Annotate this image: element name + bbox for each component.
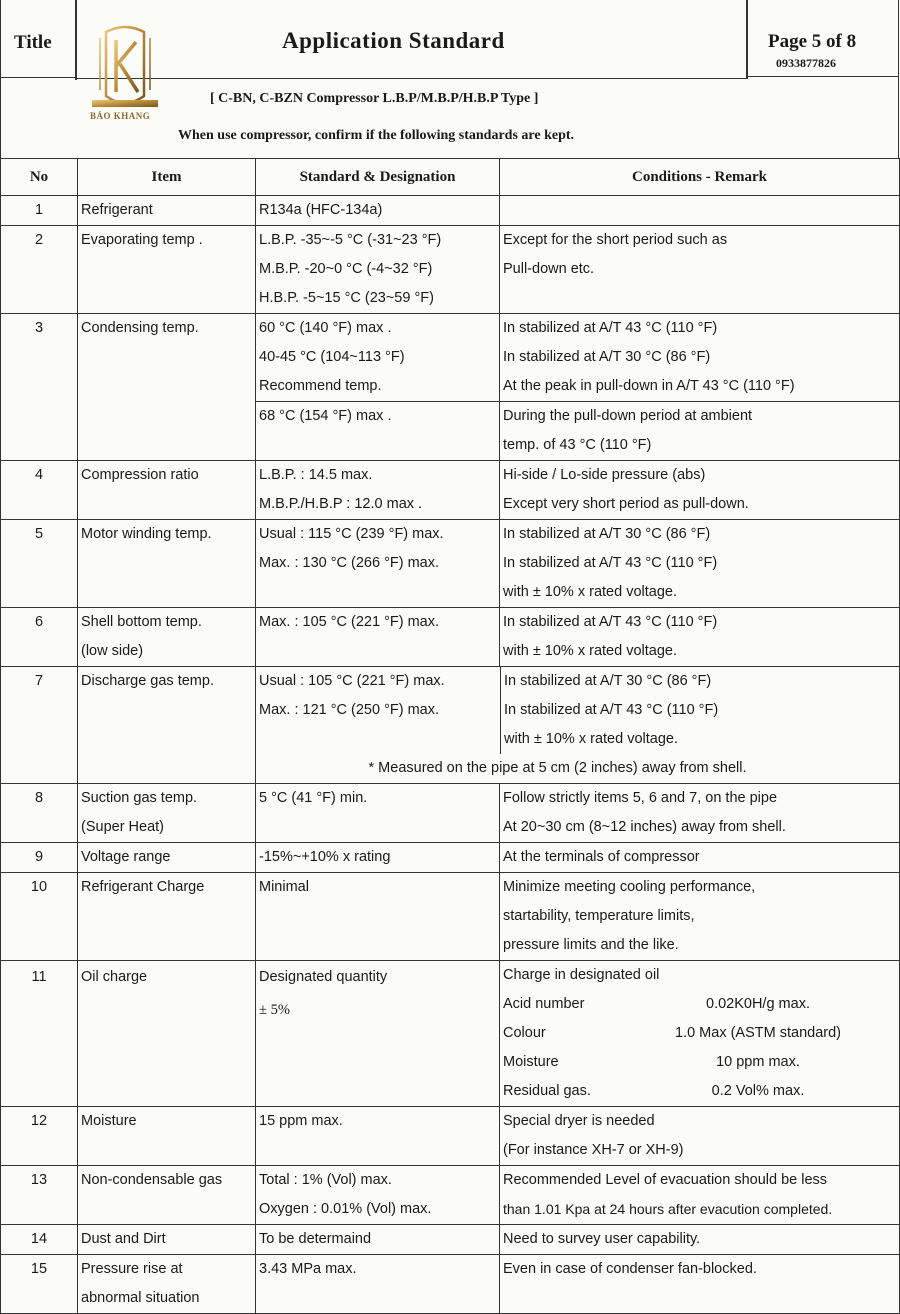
row-no: 15 <box>1 1255 78 1314</box>
condition-text: temp. of 43 °C (110 °F) <box>503 437 652 453</box>
condition-text: In stabilized at A/T 30 °C (86 °F) <box>503 349 711 365</box>
row-standard <box>256 667 500 754</box>
standard-text: Total : 1% (Vol) max. <box>259 1172 392 1188</box>
table-row <box>1 1225 900 1255</box>
item-text: (low side) <box>81 643 144 659</box>
condition-text: Hi-side / Lo-side pressure (abs) <box>503 467 706 483</box>
row-conditions <box>500 1166 900 1225</box>
table-row <box>1 843 900 873</box>
condition-text: (For instance XH-7 or XH-9) <box>503 1142 684 1158</box>
condition-text: At 20~30 cm (8~12 inches) away from shell. <box>503 819 786 835</box>
row-item <box>78 843 256 873</box>
item-text: Condensing temp. <box>81 320 199 336</box>
col-header-standard: Standard & Designation <box>256 159 500 196</box>
table-row <box>1 873 900 961</box>
standard-text: 5 °C (41 °F) min. <box>259 790 368 806</box>
document-header <box>0 0 900 158</box>
row-no: 5 <box>1 520 78 608</box>
title-label: Title <box>14 32 52 53</box>
row-no: 6 <box>1 608 78 667</box>
spec-name: Acid number <box>503 996 585 1012</box>
col-header-no: No <box>1 159 78 196</box>
condition-text: In stabilized at A/T 43 °C (110 °F) <box>503 320 718 336</box>
oil-spec-row <box>503 1077 899 1106</box>
row-no: 4 <box>1 461 78 520</box>
table-row <box>1 608 900 667</box>
row-conditions <box>500 196 900 226</box>
row-no: 1 <box>1 196 78 226</box>
row-conditions <box>500 873 900 961</box>
row-standard-conditions <box>256 667 900 784</box>
condition-text: During the pull-down period at ambient <box>503 408 753 424</box>
row-standard <box>256 461 500 520</box>
row-standard <box>256 1166 500 1225</box>
row-conditions <box>500 608 900 667</box>
standard-text: 40-45 °C (104~113 °F) <box>259 349 405 365</box>
standard-text: Minimal <box>259 879 309 895</box>
standard-text: -15%~+10% x rating <box>259 849 391 865</box>
condition-text: In stabilized at A/T 30 °C (86 °F) <box>503 526 711 542</box>
condition-text: In stabilized at A/T 43 °C (110 °F) <box>504 702 719 718</box>
standard-text: ± 5% <box>259 1002 290 1018</box>
row-item <box>78 784 256 843</box>
table-row <box>1 520 900 608</box>
standard-text: 15 ppm max. <box>259 1113 343 1129</box>
condition-text: Follow strictly items 5, 6 and 7, on the pipe <box>503 790 778 806</box>
item-text: Dust and Dirt <box>81 1231 166 1247</box>
document-title: Application Standard <box>282 28 505 53</box>
row-conditions <box>500 520 900 608</box>
spec-name: Residual gas. <box>503 1083 591 1099</box>
condition-text: At the terminals of compressor <box>503 849 700 865</box>
standard-text: L.B.P. -35~-5 °C (-31~23 °F) <box>259 232 442 248</box>
row-standard <box>256 314 500 402</box>
row-conditions <box>500 402 900 461</box>
row-no: 10 <box>1 873 78 961</box>
confirm-note: When use compressor, confirm if the following standards are kept. <box>178 128 575 143</box>
item-text: Refrigerant <box>81 202 153 218</box>
row-item <box>78 1255 256 1314</box>
condition-text: Except for the short period such as <box>503 232 728 248</box>
spec-value: 1.0 Max (ASTM standard) <box>675 1025 841 1041</box>
condition-text: In stabilized at A/T 30 °C (86 °F) <box>504 673 712 689</box>
standard-text: Designated quantity <box>259 969 388 985</box>
row-no: 3 <box>1 314 78 461</box>
condition-text: Pull-down etc. <box>503 261 595 277</box>
table-row <box>1 1166 900 1225</box>
condition-text: Special dryer is needed <box>503 1113 655 1129</box>
row-standard <box>256 961 500 1107</box>
item-text: Compression ratio <box>81 467 199 483</box>
standards-table <box>0 158 900 1314</box>
standard-text: Usual : 115 °C (239 °F) max. <box>259 526 444 542</box>
row-item <box>78 461 256 520</box>
item-text: Non-condensable gas <box>81 1172 223 1188</box>
row-standard <box>256 402 500 461</box>
col-header-conditions: Conditions - Remark <box>500 159 900 196</box>
row-standard <box>256 608 500 667</box>
row-conditions <box>500 961 900 1107</box>
row-conditions <box>500 1225 900 1255</box>
row-standard <box>256 196 500 226</box>
condition-text: Recommended Level of evacuation should be less <box>503 1172 828 1188</box>
item-text: (Super Heat) <box>81 819 165 835</box>
table-header-row <box>1 159 900 196</box>
row-conditions <box>500 461 900 520</box>
condition-text: pressure limits and the like. <box>503 937 679 953</box>
spec-name: Colour <box>503 1025 546 1041</box>
item-text: Moisture <box>81 1113 137 1129</box>
standard-text: M.B.P./H.B.P : 12.0 max . <box>259 496 423 512</box>
row-standard <box>256 784 500 843</box>
row-standard <box>256 843 500 873</box>
table-row <box>1 667 900 784</box>
item-text: Oil charge <box>81 969 148 985</box>
condition-text: with ± 10% x rated voltage. <box>504 731 678 747</box>
condition-text: with ± 10% x rated voltage. <box>503 584 677 600</box>
standard-text: Max. : 105 °C (221 °F) max. <box>259 614 440 630</box>
table-row <box>1 226 900 314</box>
row-no: 14 <box>1 1225 78 1255</box>
table-row <box>1 196 900 226</box>
standard-text: 3.43 MPa max. <box>259 1261 357 1277</box>
spec-name: Moisture <box>503 1054 559 1070</box>
condition-text: with ± 10% x rated voltage. <box>503 643 677 659</box>
row-standard <box>256 520 500 608</box>
page-number: Page 5 of 8 <box>768 31 857 52</box>
row-item <box>78 226 256 314</box>
row-conditions <box>500 226 900 314</box>
condition-text: In stabilized at A/T 43 °C (110 °F) <box>503 614 718 630</box>
table-row <box>1 461 900 520</box>
standard-text: Oxygen : 0.01% (Vol) max. <box>259 1201 432 1217</box>
condition-text: Even in case of condenser fan-blocked. <box>503 1261 757 1277</box>
standard-text: Max. : 130 °C (266 °F) max. <box>259 555 440 571</box>
standard-text: 68 °C (154 °F) max . <box>259 408 392 424</box>
item-text: Voltage range <box>81 849 171 865</box>
standard-text: H.B.P. -5~15 °C (23~59 °F) <box>259 290 434 306</box>
standard-text: To be determaind <box>259 1231 372 1247</box>
item-text: Pressure rise at <box>81 1261 183 1277</box>
row-no: 8 <box>1 784 78 843</box>
row-item <box>78 196 256 226</box>
row-no: 9 <box>1 843 78 873</box>
table-row <box>1 784 900 843</box>
spec-value: 0.2 Vol% max. <box>711 1083 805 1099</box>
row-conditions <box>500 1255 900 1314</box>
row-item <box>78 1107 256 1166</box>
condition-text: Minimize meeting cooling performance, <box>503 879 756 895</box>
standard-text: R134a (HFC-134a) <box>259 202 383 218</box>
table-row <box>1 314 900 402</box>
spec-value: 10 ppm max. <box>716 1054 800 1070</box>
table-row <box>1 1107 900 1166</box>
row-standard <box>256 1255 500 1314</box>
compressor-subtitle: [ C-BN, C-BZN Compressor L.B.P/M.B.P/H.B.P Type ] <box>210 91 539 106</box>
row-no: 11 <box>1 961 78 1107</box>
measurement-note: * Measured on the pipe at 5 cm (2 inches) away from shell. <box>368 760 747 776</box>
oil-spec-row <box>503 1048 899 1077</box>
item-text: Suction gas temp. <box>81 790 198 806</box>
standard-text: Recommend temp. <box>259 378 382 394</box>
row-item <box>78 608 256 667</box>
standard-text: Max. : 121 °C (250 °F) max. <box>259 702 440 718</box>
standard-text: 60 °C (140 °F) max . <box>259 320 392 336</box>
row-item <box>78 1166 256 1225</box>
logo-wordmark: BẢO KHANG <box>90 111 151 121</box>
standard-text: L.B.P. : 14.5 max. <box>259 467 373 483</box>
row-item <box>78 520 256 608</box>
spec-value: 0.02K0H/g max. <box>706 996 810 1012</box>
condition-text: Charge in designated oil <box>503 967 660 983</box>
row-item <box>78 1225 256 1255</box>
table-row <box>1 1255 900 1314</box>
standard-text: Usual : 105 °C (221 °F) max. <box>259 673 445 689</box>
row-standard <box>256 1107 500 1166</box>
row-conditions <box>500 667 899 754</box>
standard-text: M.B.P. -20~0 °C (-4~32 °F) <box>259 261 433 277</box>
item-text: Discharge gas temp. <box>81 673 214 689</box>
condition-text: In stabilized at A/T 43 °C (110 °F) <box>503 555 718 571</box>
col-header-item: Item <box>78 159 256 196</box>
row-no: 12 <box>1 1107 78 1166</box>
row-no: 2 <box>1 226 78 314</box>
row-item <box>78 873 256 961</box>
item-text: Refrigerant Charge <box>81 879 205 895</box>
row-item <box>78 314 256 461</box>
row-conditions <box>500 314 900 402</box>
condition-text: At the peak in pull-down in A/T 43 °C (110 °F) <box>503 378 795 394</box>
item-text: abnormal situation <box>81 1290 200 1306</box>
row-standard <box>256 873 500 961</box>
row-standard <box>256 226 500 314</box>
item-text: Motor winding temp. <box>81 526 212 542</box>
row-conditions <box>500 843 900 873</box>
condition-text: than 1.01 Kpa at 24 hours after evacution completed. <box>503 1201 833 1217</box>
item-text: Shell bottom temp. <box>81 614 202 630</box>
condition-text: Need to survey user capability. <box>503 1231 701 1247</box>
phone-number: 0933877826 <box>776 56 836 70</box>
row-no: 13 <box>1 1166 78 1225</box>
condition-text: Except very short period as pull-down. <box>503 496 749 512</box>
item-text: Evaporating temp . <box>81 232 203 248</box>
row-item <box>78 667 256 784</box>
row-standard <box>256 1225 500 1255</box>
table-row <box>1 961 900 1107</box>
row-conditions <box>500 1107 900 1166</box>
condition-text: startability, temperature limits, <box>503 908 695 924</box>
row-item <box>78 961 256 1107</box>
row-no: 7 <box>1 667 78 784</box>
oil-spec-row <box>503 1019 899 1048</box>
oil-spec-row <box>503 990 899 1019</box>
row-conditions <box>500 784 900 843</box>
